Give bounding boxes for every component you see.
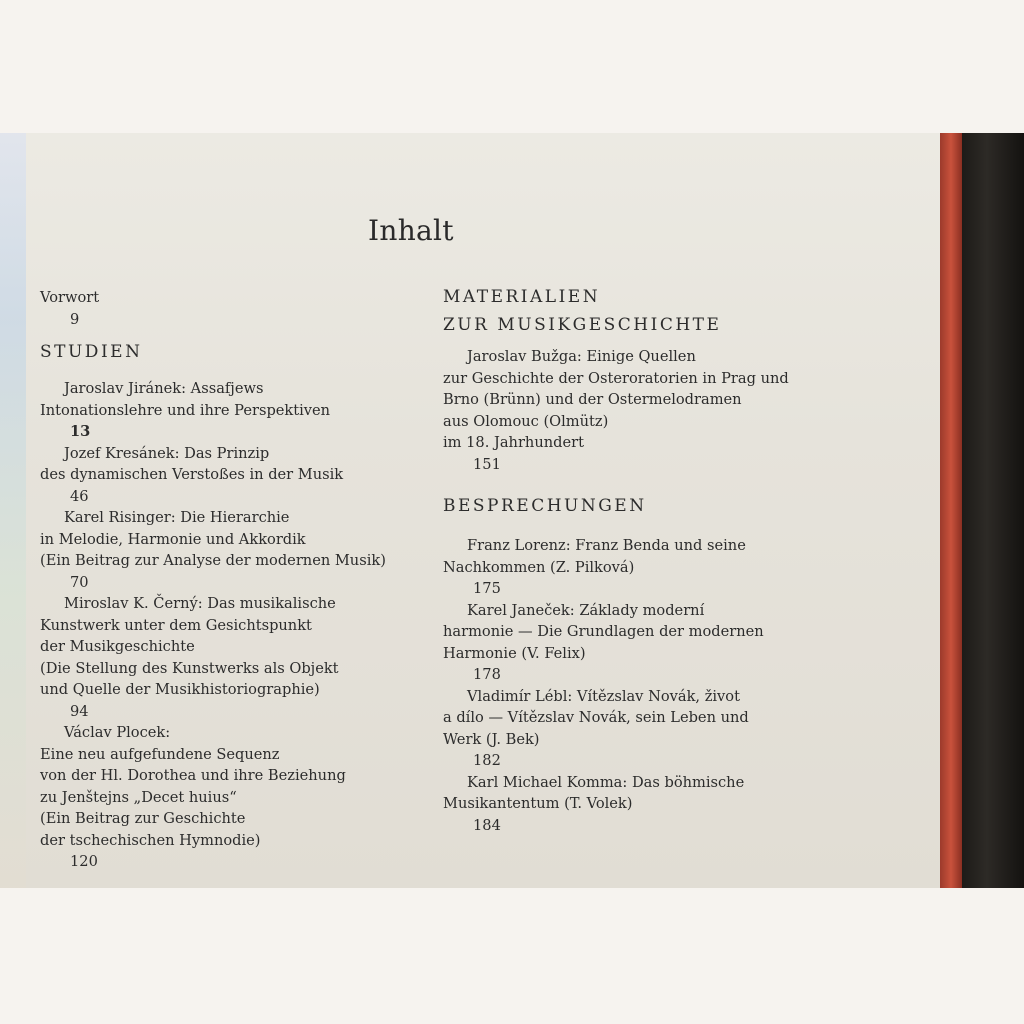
- page-number: 46: [70, 487, 89, 505]
- vorwort-label: Vorwort: [40, 289, 100, 306]
- toc-entry: Karel Risinger: Die Hierarchie in Melodie, Harmonie und Akkordik (Ein Beitrag zur Analyse der modernen Musik) 70: [40, 507, 386, 593]
- page-number: 94: [70, 702, 89, 720]
- book-cover-edge: [940, 133, 962, 888]
- page-number: 182: [473, 752, 501, 769]
- page-number: 175: [473, 580, 501, 597]
- page-title: Inhalt: [368, 214, 454, 247]
- materialien-list: [443, 346, 789, 475]
- toc-entry: Václav Plocek: Eine neu aufgefundene Sequenz von der Hl. Dorothea und ihre Beziehung zu Jenštejns „Decet huius“ (Ein Beitrag zur Geschichte der tschechischen Hymnodie) 120: [40, 722, 386, 873]
- toc-entry: Franz Lorenz: Franz Benda und seine Nachkommen (Z. Pilková) 175: [443, 535, 764, 600]
- toc-entry: Jaroslav Bužga: Einige Quellen zur Geschichte der Osteroratorien in Prag und Brno (Brünn) und der Ostermelodramen aus Olomouc (Olmütz) im 18. Jahrhundert 151: [443, 346, 789, 475]
- page-number: 70: [70, 573, 89, 591]
- vorwort-page: 9: [70, 310, 80, 328]
- page-number: 13: [70, 423, 91, 440]
- toc-entry: Karel Janeček: Základy moderní harmonie — Die Grundlagen der modernen Harmonie (V. Felix) 178: [443, 600, 764, 686]
- page-number: 178: [473, 666, 501, 683]
- studien-heading: STUDIEN: [40, 342, 143, 362]
- page-number: 151: [473, 455, 501, 473]
- studien-list: [40, 378, 386, 873]
- toc-entry: Vladimír Lébl: Vítězslav Novák, život a dílo — Vítězslav Novák, sein Leben und Werk (J. Bek) 182: [443, 686, 764, 772]
- besprechungen-list: [443, 535, 764, 836]
- page-number: 120: [70, 853, 98, 870]
- toc-entry: Karl Michael Komma: Das böhmische Musikantentum (T. Volek) 184: [443, 772, 764, 837]
- left-column: [40, 287, 99, 330]
- besprechungen-heading: BESPRECHUNGEN: [443, 496, 647, 516]
- materialien-heading: MATERIALIEN ZUR MUSIKGESCHICHTE: [443, 287, 722, 335]
- page-number: 184: [473, 816, 501, 834]
- bleed-through-text: [385, 283, 393, 305]
- book-binding: [962, 133, 1024, 888]
- toc-entry: Jozef Kresánek: Das Prinzip des dynamischen Verstoßes in der Musik 46: [40, 443, 386, 508]
- toc-entry: Miroslav K. Černý: Das musikalische Kunstwerk unter dem Gesichtspunkt der Musikgeschichte (Die Stellung des Kunstwerks als Objekt und Quelle der Musikhistoriographie) 94: [40, 593, 386, 722]
- toc-entry: Jaroslav Jiránek: Assafjews Intonationslehre und ihre Perspektiven 13: [40, 378, 386, 443]
